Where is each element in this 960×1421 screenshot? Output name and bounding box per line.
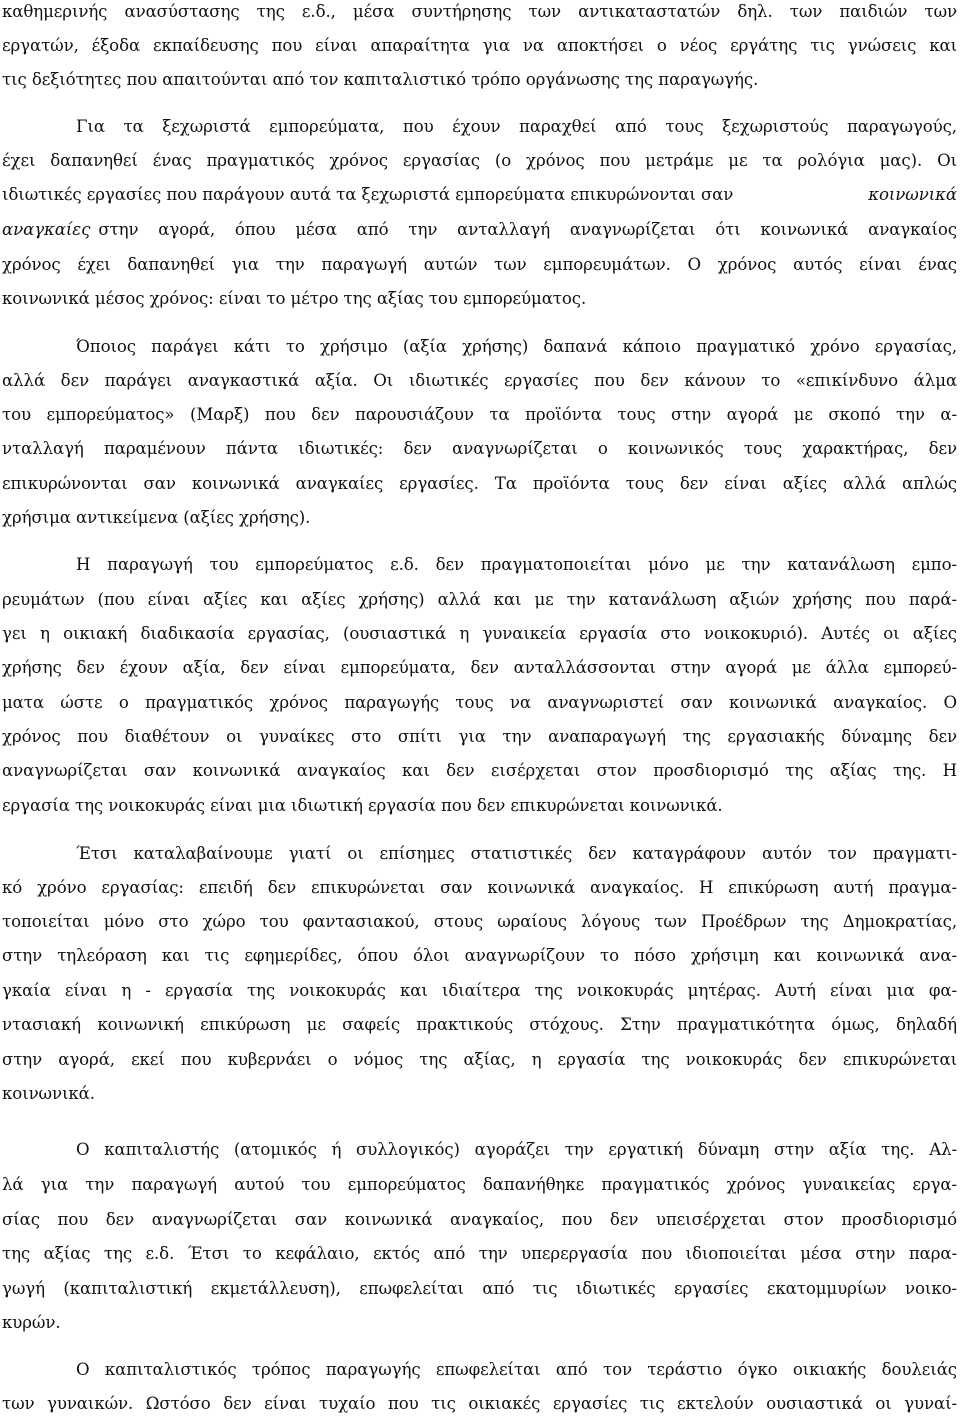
text-line: Έτσι καταλαβαίνουμε γιατί οι επίσημες στατιστικές δεν καταγράφουν αυτόν τον πραγματι-	[76, 844, 957, 863]
text-line: κοινωνικά μέσος χρόνος: είναι το μέτρο της αξίας του εμπορεύματος.	[2, 289, 587, 308]
text-line: κό χρόνο εργασίας: επειδή δεν επικυρώνεται σαν κοινωνικά αναγκαίος. Η επικύρωση αυτή πραγμα-	[2, 878, 957, 897]
text-line: γκαία είναι η - εργασία της νοικοκυράς και ιδιαίτερα της νοικοκυράς μητέρας. Αυτή είναι μια φα-	[2, 981, 957, 1000]
text-line: στην τηλεόραση και τις εφημερίδες, όπου όλοι αναγνωρίζουν το πόσο χρήσιμη και κοινωνικά ανα-	[2, 946, 957, 965]
text-line: γει η οικιακή διαδικασία εργασίας, (ουσιαστικά η γυναικεία εργασία στο νοικοκυριό). Αυτές οι αξίες	[2, 624, 957, 643]
text-line: αναγνωρίζεται σαν κοινωνικά αναγκαίος και δεν εισέρχεται στον προσδιορισμό της αξίας της. Η	[2, 761, 957, 780]
text-line: καθημερινής ανασύστασης της ε.δ., μέσα συντήρησης των αντικαταστατών δηλ. των παιδιών των	[2, 2, 957, 21]
text-line: Όποιος παράγει κάτι το χρήσιμο (αξία χρήσης) δαπανά κάποιο πραγματικό χρόνο εργασίας,	[76, 337, 957, 356]
text-line	[2, 178, 957, 212]
text-line: γωγή (καπιταλιστική εκμετάλλευση), επωφελείται από τις ιδιωτικές εργασίες εκατομμυρίων νοικο-	[2, 1279, 957, 1298]
text-line: ντασιακή κοινωνική επικύρωση με σαφείς πρακτικούς στόχους. Στην πραγματικότητα όμως, δηλαδή	[2, 1015, 957, 1034]
text-line: Για τα ξεχωριστά εμπορεύματα, που έχουν παραχθεί από τους ξεχωριστούς παραγωγούς,	[76, 117, 957, 136]
text-segment: στην αγορά, όπου μέσα από την ανταλλαγή αναγνωρίζεται ότι κοινωνικά αναγκαίος	[98, 220, 957, 239]
text-line: Η παραγωγή του εμπορεύματος ε.δ. δεν πραγματοποιείται μόνο με την κατανάλωση εμπο-	[76, 555, 957, 574]
emphasized-word: κοινωνικά	[868, 185, 957, 204]
text-line: εργασία της νοικοκυράς είναι μια ιδιωτική εργασία που δεν επικυρώνεται κοινωνικά.	[2, 796, 723, 815]
text-line: σίας που δεν αναγνωρίζεται σαν κοινωνικά αναγκαίος, που δεν υπεισέρχεται στον προσδιορισμό	[2, 1210, 957, 1229]
text-line: κυρών.	[2, 1313, 61, 1332]
text-line: εργατών, έξοδα εκπαίδευσης που είναι απαραίτητα για να αποκτήσει ο νέος εργάτης τις γνώσεις και	[2, 36, 957, 55]
text-line: ματα ώστε ο πραγματικός χρόνος παραγωγής τους να αναγνωριστεί σαν κοινωνικά αναγκαίος. Ο	[2, 693, 957, 712]
text-line: τις δεξιότητες που απαιτούνται από τον καπιταλιστικό τρόπο οργάνωσης της παραγωγής.	[2, 70, 759, 89]
text-line: χρόνος που διαθέτουν οι γυναίκες στο σπίτι για την αναπαραγωγή της εργασιακής δύναμης δεν	[2, 727, 957, 746]
text-line	[2, 213, 957, 247]
text-line: αλλά δεν παράγει αναγκαστικά αξία. Οι ιδιωτικές εργασίες που δεν κάνουν το «επικίνδυνο άλμα	[2, 371, 957, 390]
text-line: επικυρώνονται σαν κοινωνικά αναγκαίες εργασίες. Τα προϊόντα τους δεν είναι αξίες αλλά απλώς	[2, 474, 957, 493]
text-line: χρόνος έχει δαπανηθεί για την παραγωγή αυτών των εμπορευμάτων. Ο χρόνος αυτός είναι ένας	[2, 255, 957, 274]
text-line: Ο καπιταλιστικός τρόπος παραγωγής επωφελείται από τον τεράστιο όγκο οικιακής δουλειάς	[76, 1360, 957, 1379]
text-line: χρήσιμα αντικείμενα (αξίες χρήσης).	[2, 508, 311, 527]
text-line: των γυναικών. Ωστόσο δεν είναι τυχαίο που τις οικιακές εργασίες τις εκτελούν ουσιαστικά οι γυναί-	[2, 1394, 957, 1413]
text-segment: ιδιωτικές εργασίες που παράγουν αυτά τα ξεχωριστά εμπορεύματα επικυρώνονται σαν	[2, 185, 734, 204]
text-line: τοποιείται μόνο στο χώρο του φαντασιακού, στους ωραίους λόγους των Προέδρων της Δημοκρατίας,	[2, 912, 957, 931]
text-line: λά για την παραγωγή αυτού του εμπορεύματος δαπανήθηκε πραγματικός χρόνος γυναικείας εργα-	[2, 1175, 957, 1194]
text-line: χρήσης δεν έχουν αξία, δεν είναι εμπορεύματα, δεν ανταλλάσσονται στην αγορά με άλλα εμπορεύ-	[2, 658, 957, 677]
text-line: κοινωνικά.	[2, 1084, 95, 1103]
text-line: ρευμάτων (που είναι αξίες και αξίες χρήσης) αλλά και με την κατανάλωση αξιών χρήσης που παρά-	[2, 590, 957, 609]
text-line: στην αγορά, εκεί που κυβερνάει ο νόμος της αξίας, η εργασία της νοικοκυράς δεν επικυρώνεται	[2, 1050, 957, 1069]
text-line: της αξίας της ε.δ. Έτσι το κεφάλαιο, εκτός από την υπερεργασία που ιδιοποιείται μέσα στην παρα-	[2, 1244, 957, 1263]
text-line: Ο καπιταλιστής (ατομικός ή συλλογικός) αγοράζει την εργατική δύναμη στην αξία της. Αλ-	[76, 1140, 957, 1159]
text-line: έχει δαπανηθεί ένας πραγματικός χρόνος εργασίας (ο χρόνος που μετράμε με τα ρολόγια μας). Οι	[2, 151, 957, 170]
text-line: νταλλαγή παραμένουν πάντα ιδιωτικές: δεν αναγνωρίζεται ο κοινωνικός τους χαρακτήρας, δεν	[2, 439, 957, 458]
text-line: του εμπορεύματος» (Μαρξ) που δεν παρουσιάζουν τα προϊόντα τους στην αγορά με σκοπό την α-	[2, 405, 957, 424]
emphasized-word: αναγκαίες	[2, 220, 91, 239]
